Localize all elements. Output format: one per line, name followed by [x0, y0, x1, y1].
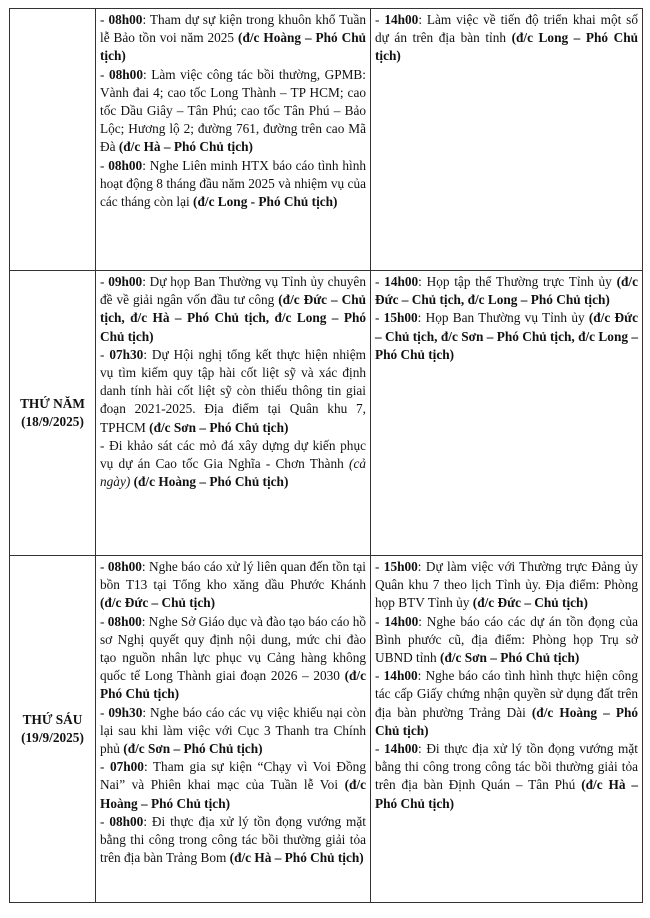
- entry-lead: -: [100, 704, 109, 720]
- entry-text: : Nghe Liên minh HTX báo cáo tình hình hoạt động 8 tháng đầu năm 2025 và nhiệm vụ của các tháng còn lại: [100, 157, 366, 210]
- entry-text: : Dự làm việc với Thường trực Đảng ủy Quân khu 7 theo lịch Tỉnh ủy. Địa điểm: Phòng họp BTV Tỉnh ủy: [375, 559, 638, 611]
- entry-responsible: (đ/c Hoàng – Phó Chủ tịch): [100, 777, 366, 811]
- entry-responsible: (đ/c Long – Phó Chủ tịch): [375, 30, 639, 64]
- day-cell: [10, 271, 96, 556]
- entry-lead: -: [100, 274, 109, 289]
- entry-time: 09h30: [108, 704, 143, 720]
- entry-text: : Đi thực địa xử lý tồn đọng vướng mặt bằng thi công trong công tác bồi thường giải tỏa trên địa bàn Trảng Bom: [100, 813, 366, 866]
- entry-lead: -: [100, 759, 110, 775]
- schedule-entry: [100, 11, 366, 66]
- afternoon-cell: [371, 556, 643, 903]
- schedule-entry: [100, 813, 366, 868]
- entry-time: 14h00: [383, 668, 418, 684]
- entry-time: 14h00: [384, 274, 419, 289]
- entry-lead: -: [100, 66, 109, 82]
- entry-time: 08h00: [108, 12, 143, 27]
- entry-time: 08h00: [107, 559, 142, 574]
- schedule-entry: [100, 273, 366, 346]
- entry-text: : Nghe Sở Giáo dục và đào tạo báo cáo hồ sơ Nghị quyết quy định nội dung, mức chi đào tạo nguồn nhân lực phục vụ Cảng hàng không quốc tế Long Thành giai đoạn 2026 – 2030: [100, 613, 366, 684]
- entry-responsible: (đ/c Hà – Phó Chủ tịch): [118, 139, 253, 155]
- schedule-entry: [100, 66, 366, 157]
- entry-lead: -: [100, 813, 110, 829]
- entry-responsible: (đ/c Đức – Chủ tịch, đ/c Long – Phó Chủ tịch): [375, 274, 638, 308]
- entry-responsible: (đ/c Hoàng – Phó Chủ tịch): [375, 704, 639, 738]
- schedule-entry: [375, 273, 638, 309]
- schedule-entry: [375, 667, 638, 740]
- entry-lead: -: [375, 668, 384, 684]
- entry-lead: -: [375, 741, 385, 757]
- entry-responsible: (đ/c Sơn – Phó Chủ tịch): [440, 650, 580, 666]
- schedule-entry: [375, 613, 638, 668]
- schedule-entry: [100, 758, 366, 813]
- schedule-entry: [375, 740, 638, 813]
- day-cell: [10, 556, 96, 903]
- morning-cell: [96, 271, 371, 556]
- entry-lead: -: [375, 559, 384, 574]
- entry-responsible: (đ/c Sơn – Phó Chủ tịch): [149, 419, 289, 435]
- entry-responsible: (đ/c Hoàng – Phó Chủ tịch): [100, 30, 367, 64]
- entry-text: : Nghe báo cáo các dự án tồn đọng của Bình phước cũ, địa điểm: Phòng họp Trụ sở UBND tỉnh: [375, 613, 638, 666]
- entry-time: 14h00: [384, 12, 419, 27]
- entry-responsible: (đ/c Sơn – Phó Chủ tịch): [123, 741, 263, 757]
- schedule-entry: [100, 437, 366, 492]
- entry-time: 14h00: [384, 613, 419, 629]
- entry-text: : Tham gia sự kiện “Chạy vì Voi Đồng Nai” và Phiên khai mạc của Tuần lễ Voi: [100, 759, 366, 793]
- entry-text: : Họp Ban Thường vụ Tỉnh ủy: [417, 310, 589, 326]
- schedule-entry: [100, 558, 366, 613]
- schedule-table: [9, 8, 643, 903]
- entry-lead: -: [100, 12, 109, 27]
- schedule-body: [10, 9, 643, 903]
- entry-time: 08h00: [108, 66, 143, 82]
- schedule-entry: [100, 704, 366, 759]
- morning-cell: [96, 556, 371, 903]
- entry-lead: -: [100, 613, 108, 629]
- day-date: (19/9/2025): [21, 730, 84, 745]
- entry-time: 15h00: [383, 310, 418, 326]
- afternoon-cell: [371, 271, 643, 556]
- day-name: THỨ SÁU: [22, 711, 83, 727]
- entry-time: 08h00: [107, 613, 142, 629]
- day-date: (18/9/2025): [21, 414, 84, 429]
- entry-time: 08h00: [108, 157, 143, 173]
- entry-text: : Làm việc về tiến độ triển khai một số dự án trên địa bàn tỉnh: [375, 12, 638, 46]
- schedule-entry: [100, 613, 366, 704]
- entry-time: 07h00: [109, 759, 144, 775]
- entry-lead: -: [375, 613, 385, 629]
- day-cell: [10, 9, 96, 271]
- entry-text: : Làm việc công tác bồi thường, GPMB: Vành đai 4; cao tốc Long Thành – TP HCM; cao tốc Dầu Giây – Tân Phú; cao tốc Tân Phú – Bảo Lộc; Hương lộ 2; đường 761, đường trên cao Mã Đà: [100, 66, 366, 155]
- entry-responsible: (đ/c Hà – Phó Chủ tịch): [375, 777, 638, 811]
- entry-responsible: (đ/c Hoàng – Phó Chủ tịch): [130, 474, 289, 490]
- entry-lead: - Đi khảo sát các mỏ đá xây dựng dự kiến phục vụ dự án Cao tốc Gia Nghĩa - Chơn Thành: [100, 437, 366, 472]
- schedule-row: [10, 9, 643, 271]
- morning-cell: [96, 9, 371, 271]
- entry-text: : Dự Hội nghị tổng kết thực hiện nhiệm vụ tìm kiếm quy tập hài cốt liệt sỹ và xác định danh tính hài cốt liệt sỹ còn thiếu thông tin giai đoạn 2021-2025. Địa điểm tại Quân khu 7, TPHCM: [100, 346, 366, 435]
- entry-lead: -: [100, 559, 108, 574]
- entry-time: 09h00: [108, 274, 143, 289]
- day-name: THỨ NĂM: [20, 395, 85, 411]
- entry-text: : Tham dự sự kiện trong khuôn khổ Tuần lễ Bảo tồn voi năm 2025: [100, 12, 367, 46]
- entry-lead: -: [375, 310, 384, 326]
- entry-responsible: (đ/c Đức – Chủ tịch, đ/c Hà – Phó Chủ tịch, đ/c Long – Phó Chủ tịch): [100, 292, 366, 344]
- entry-text: : Nghe báo cáo các vụ việc khiếu nại còn lại sau khi làm việc với Cục 3 Thanh tra Chính phủ: [100, 704, 366, 757]
- entry-note: (cả ngày): [100, 456, 366, 490]
- schedule-entry: [375, 309, 638, 364]
- entry-text: : Nghe báo cáo tình hình thực hiện công tác cấp Giấy chứng nhận quyền sử dụng đất trên địa bàn phường Trảng Dài: [375, 668, 638, 720]
- entry-text: : Họp tập thể Thường trực Tỉnh ủy: [418, 274, 617, 289]
- entry-responsible: (đ/c Đức – Chủ tịch): [472, 595, 588, 611]
- schedule-entry: [100, 346, 366, 437]
- entry-text: : Nghe báo cáo xử lý liên quan đến tồn tại bồn T13 tại Tổng kho xăng dầu Phước Khánh: [100, 559, 366, 593]
- entry-responsible: (đ/c Đức – Chủ tịch, đ/c Sơn – Phó Chủ tịch, đ/c Long – Phó Chủ tịch): [375, 310, 638, 362]
- entry-lead: -: [100, 157, 109, 173]
- entry-time: 14h00: [384, 741, 419, 757]
- entry-text: : Đi thực địa xử lý tồn đọng vướng mặt bằng thi công trong công tác bồi thường giải tỏa trên địa bàn Định Quán – Tân Phú: [375, 741, 638, 793]
- entry-lead: -: [100, 346, 110, 362]
- entry-responsible: (đ/c Đức – Chủ tịch): [100, 595, 216, 611]
- entry-responsible: (đ/c Long - Phó Chủ tịch): [193, 194, 338, 210]
- entry-responsible: (đ/c Hà – Phó Chủ tịch): [229, 850, 364, 866]
- schedule-row: [10, 271, 643, 556]
- afternoon-cell: [371, 9, 643, 271]
- entry-time: 08h00: [109, 813, 144, 829]
- schedule-entry: [375, 11, 638, 66]
- entry-lead: -: [375, 12, 385, 27]
- entry-time: 07h30: [109, 346, 144, 362]
- entry-text: : Dự họp Ban Thường vụ Tỉnh ủy chuyên đề về giải ngân vốn đầu tư công: [100, 274, 366, 308]
- schedule-entry: [100, 157, 366, 212]
- schedule-entry: [375, 558, 638, 613]
- entry-responsible: (đ/c Phó Chủ tịch): [100, 668, 366, 702]
- schedule-row: [10, 556, 643, 903]
- entry-time: 15h00: [383, 559, 418, 574]
- entry-lead: -: [375, 274, 385, 289]
